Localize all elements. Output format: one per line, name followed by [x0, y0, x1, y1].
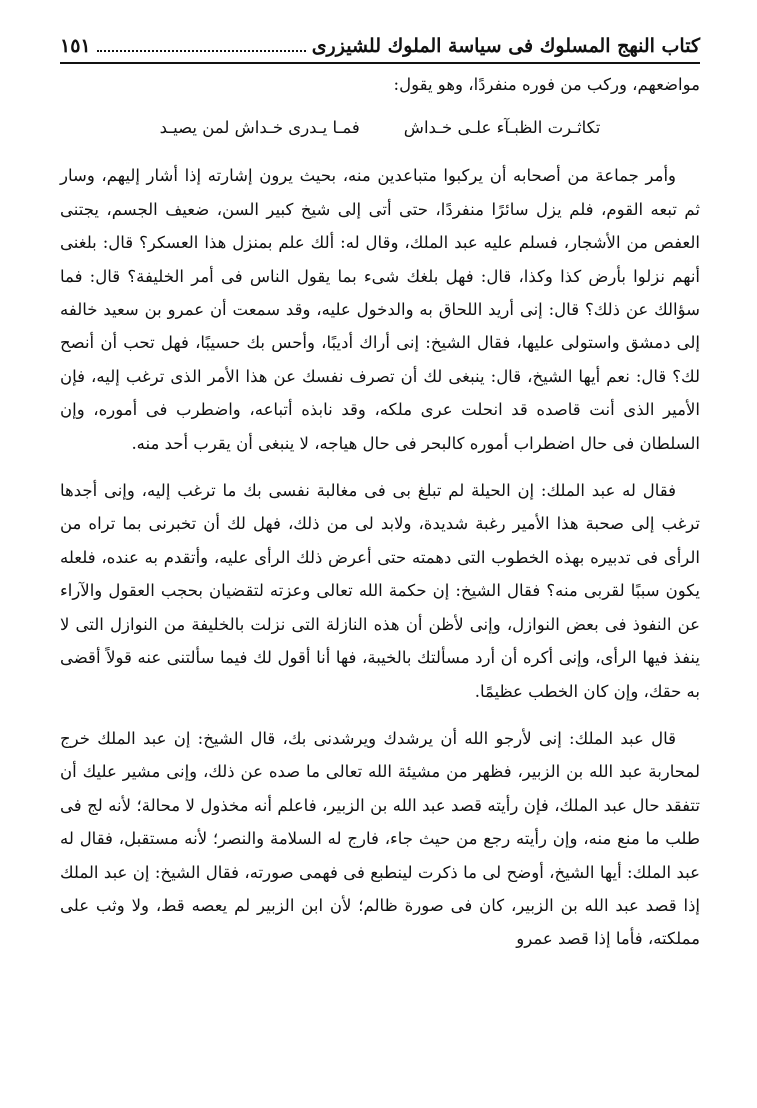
poem-verse: [60, 113, 700, 143]
running-header: [60, 32, 700, 64]
paragraph-1: وأمر جماعة من أصحابه أن يركبوا متباعدين منه، بحيث يرون إشارته إذا أشار إليهم، وسار ثم تبعه القوم، فلم يزل سائرًا منفردًا، حتى أتى إلى شيخ كبير السن، ضعيف الجسم، يجتنى العفص من الأشجار، فسلم عليه عبد الملك، وقال له: ألك علم بمنزل هذا العسكر؟ قال: بلغنى أنهم نزلوا بأرض كذا وكذا، قال: فهل بلغك شىء بما يقول الناس فى أمر الخليفة؟ قال: فما سؤالك عن ذلك؟ قال: إنى أريد اللحاق به والدخول عليه، وقد سمعت أن عمرو بن سعيد خالفه إلى دمشق واستولى عليها، فقال الشيخ: إنى أراك أديبًا، وأحس بك حسيبًا، فهل تحب أن أنصح لك؟ قال: نعم أيها الشيخ، قال: ينبغى لك أن تصرف نفسك عن هذا الأمر الذى ترغب إليه، فإن الأمير الذى أنت قاصده قد انحلت عرى ملكه، وقد نابذه أتباعه، واضطرب فى أموره، وإن السلطان فى حال اضطراب أموره كالبحر فى حال هياجه، لا ينبغى أن يقرب أحد منه.: [60, 166, 700, 453]
leader-dots: [97, 50, 306, 52]
book-page: [60, 32, 700, 956]
intro-line: مواضعهم، وركب من فوره منفردًا، وهو يقول:: [393, 75, 700, 94]
paragraph-2: فقال له عبد الملك: إن الحيلة لم تبلغ بى فى مغالبة نفسى بك ما ترغب إليه، وإنى أجدها ترغب إلى صحبة هذا الأمير رغبة شديدة، ولابد لى من ذلك، فهل لك أن تخبرنى بما تراه من الرأى فى تدبيره بهذه الخطوب التى دهمته حتى أعرض ذلك الرأى عليه، وأتقدم به عنده، فلعله يكون سببًا لقربى منه؟ فقال الشيخ: إن حكمة الله تعالى وعزته لتقضيان بحجب العقول والآراء عن النفوذ فى بعض النوازل، وإنى لأظن أن هذه النازلة التى نزلت بالخليفة من النوازل التى لا ينفذ فيها الرأى، وإنى أكره أن أرد مسألتك بالخيبة، فها أنا أقول لك فيما سألتنى عنه قولاً أقضى به حقك، وإن كان الخطب عظيمًا.: [60, 481, 700, 701]
paragraph-3: قال عبد الملك: إنى لأرجو الله أن يرشدك ويرشدنى بك، قال الشيخ: إن عبد الملك خرج لمحاربة عبد الله بن الزبير، فظهر من مشيئة الله تعالى ما صده عن ذلك، وإنى مشير عليك أن تتفقد حال عبد الملك، فإن رأيته قصد عبد الله بن الزبير، فاعلم أنه مخذول لا محالة؛ لأنه لج فى طلب ما منع منه، وإن رأيته رجع من حيث جاء، فارج له السلامة والنصر؛ لأنه مستقبل، فقال له عبد الملك: أيها الشيخ، أوضح لى ما ذكرت لينطبع فى فهمى صورته، فقال الشيخ: إن عبد الملك إذا قصد عبد الله بن الزبير، كان فى صورة ظالم؛ لأن ابن الزبير لم يعصه قط، ولا وثب على مملكته، فأما إذا قصد عمرو: [60, 728, 700, 949]
verse-first-hemistich: تكاثـرت الظبـآء علـى خـداش: [403, 118, 601, 138]
running-title: كتاب النهج المسلوك فى سياسة الملوك للشيزرى: [311, 35, 700, 57]
verse-second-hemistich: فمـا يـدرى خـداش لمن يصيـد: [159, 118, 360, 138]
page-number: ١٥١: [60, 35, 91, 57]
